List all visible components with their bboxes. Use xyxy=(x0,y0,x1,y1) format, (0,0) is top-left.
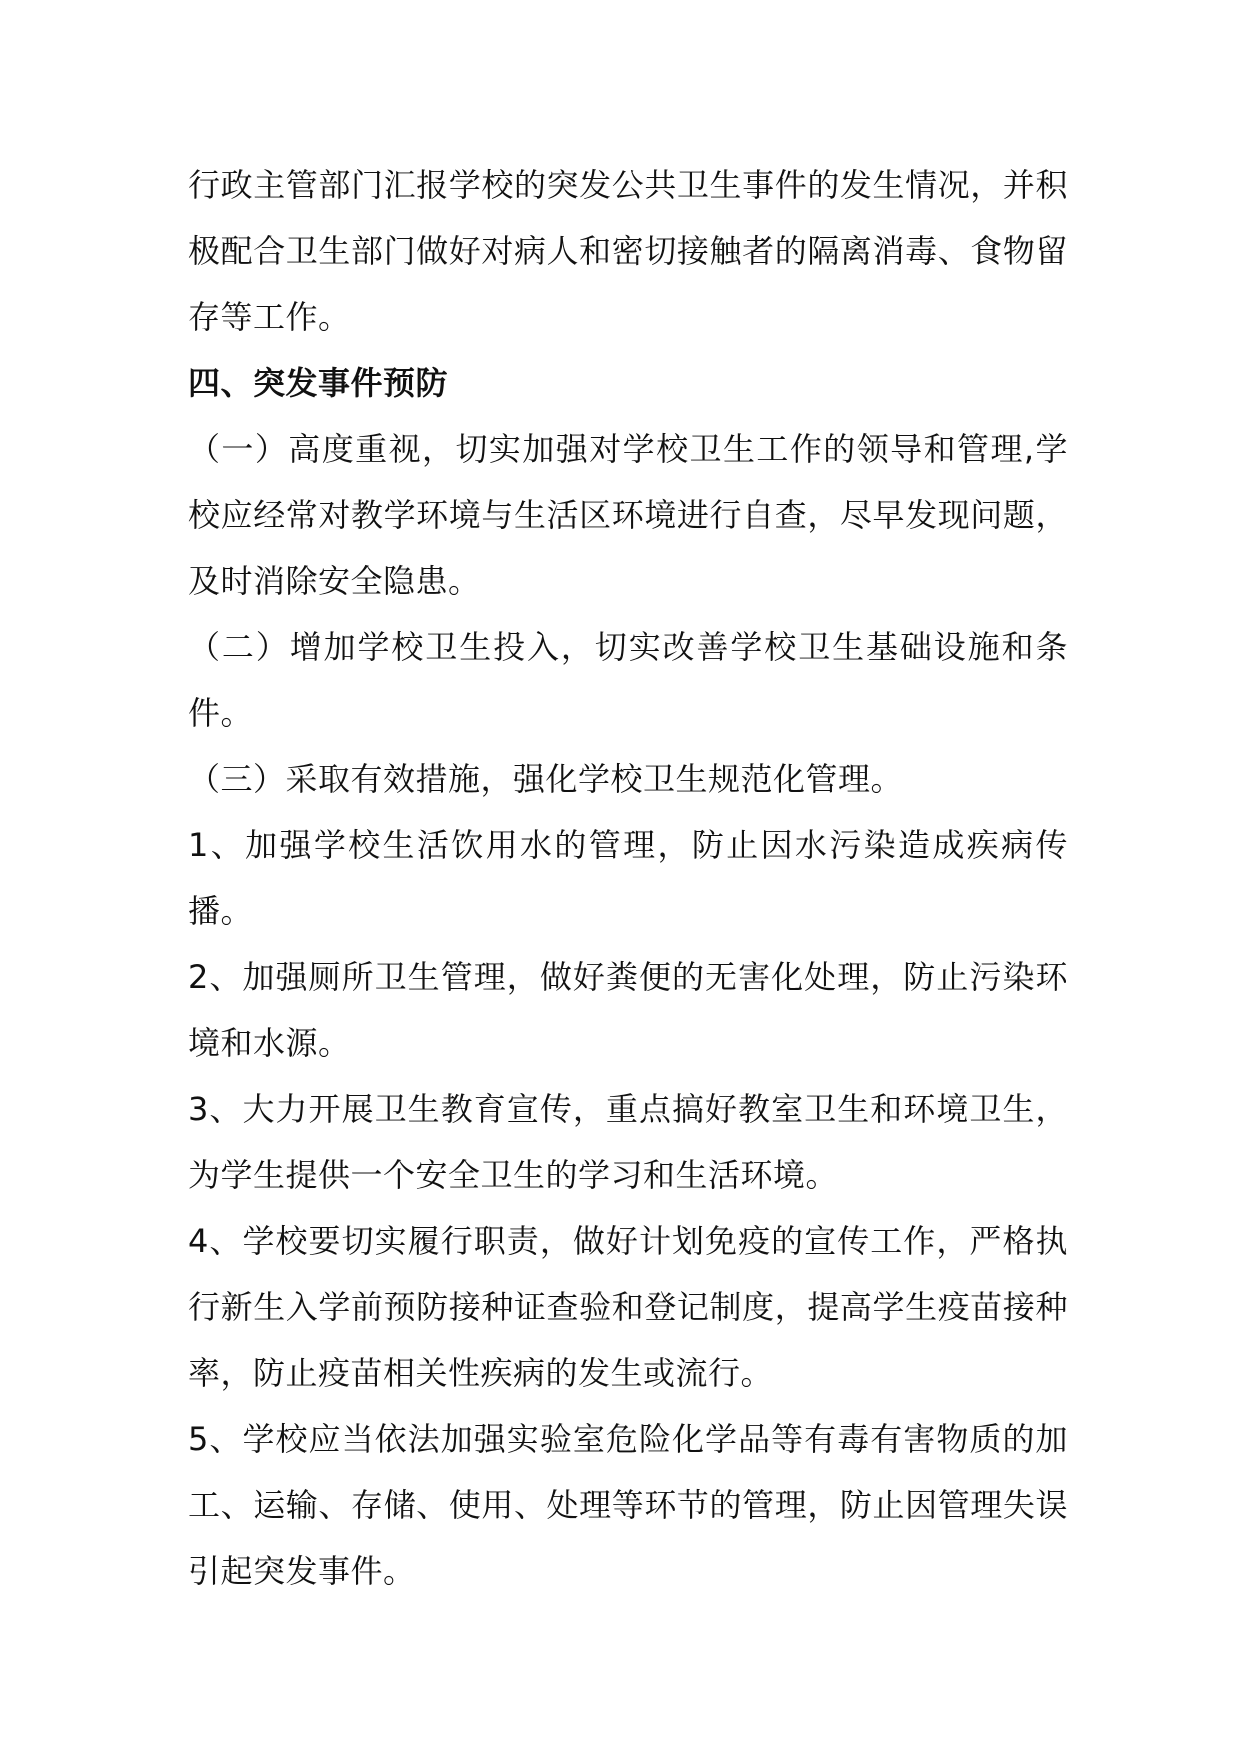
list-item-5: 5、学校应当依法加强实验室危险化学品等有毒有害物质的加工、运输、存储、使用、处理等环节的管理，防止因管理失误引起突发事件。 xyxy=(188,1420,1068,1590)
list-item-4: 4、学校要切实履行职责，做好计划免疫的宣传工作，严格执行新生入学前预防接种证查验和登记制度，提高学生疫苗接种率，防止疫苗相关性疾病的发生或流行。 xyxy=(188,1222,1068,1392)
paragraph-item-3: （三）采取有效措施，强化学校卫生规范化管理。 xyxy=(188,760,904,798)
list-item-3: 3、大力开展卫生教育宣传，重点搞好教室卫生和环境卫生，为学生提供一个安全卫生的学习和生活环境。 xyxy=(188,1090,1068,1194)
document-body xyxy=(188,152,1068,1604)
paragraph-item-1: （一）高度重视，切实加强对学校卫生工作的领导和管理,学校应经常对教学环境与生活区环境进行自查，尽早发现问题，及时消除安全隐患。 xyxy=(188,430,1068,600)
section-heading: 四、突发事件预防 xyxy=(188,364,449,402)
list-item-1: 1、加强学校生活饮用水的管理，防止因水污染造成疾病传播。 xyxy=(188,826,1068,930)
paragraph-continuation: 行政主管部门汇报学校的突发公共卫生事件的发生情况，并积极配合卫生部门做好对病人和密切接触者的隔离消毒、食物留存等工作。 xyxy=(188,166,1068,336)
list-item-2: 2、加强厕所卫生管理，做好粪便的无害化处理，防止污染环境和水源。 xyxy=(188,958,1068,1062)
paragraph-item-2: （二）增加学校卫生投入，切实改善学校卫生基础设施和条件。 xyxy=(188,628,1068,732)
